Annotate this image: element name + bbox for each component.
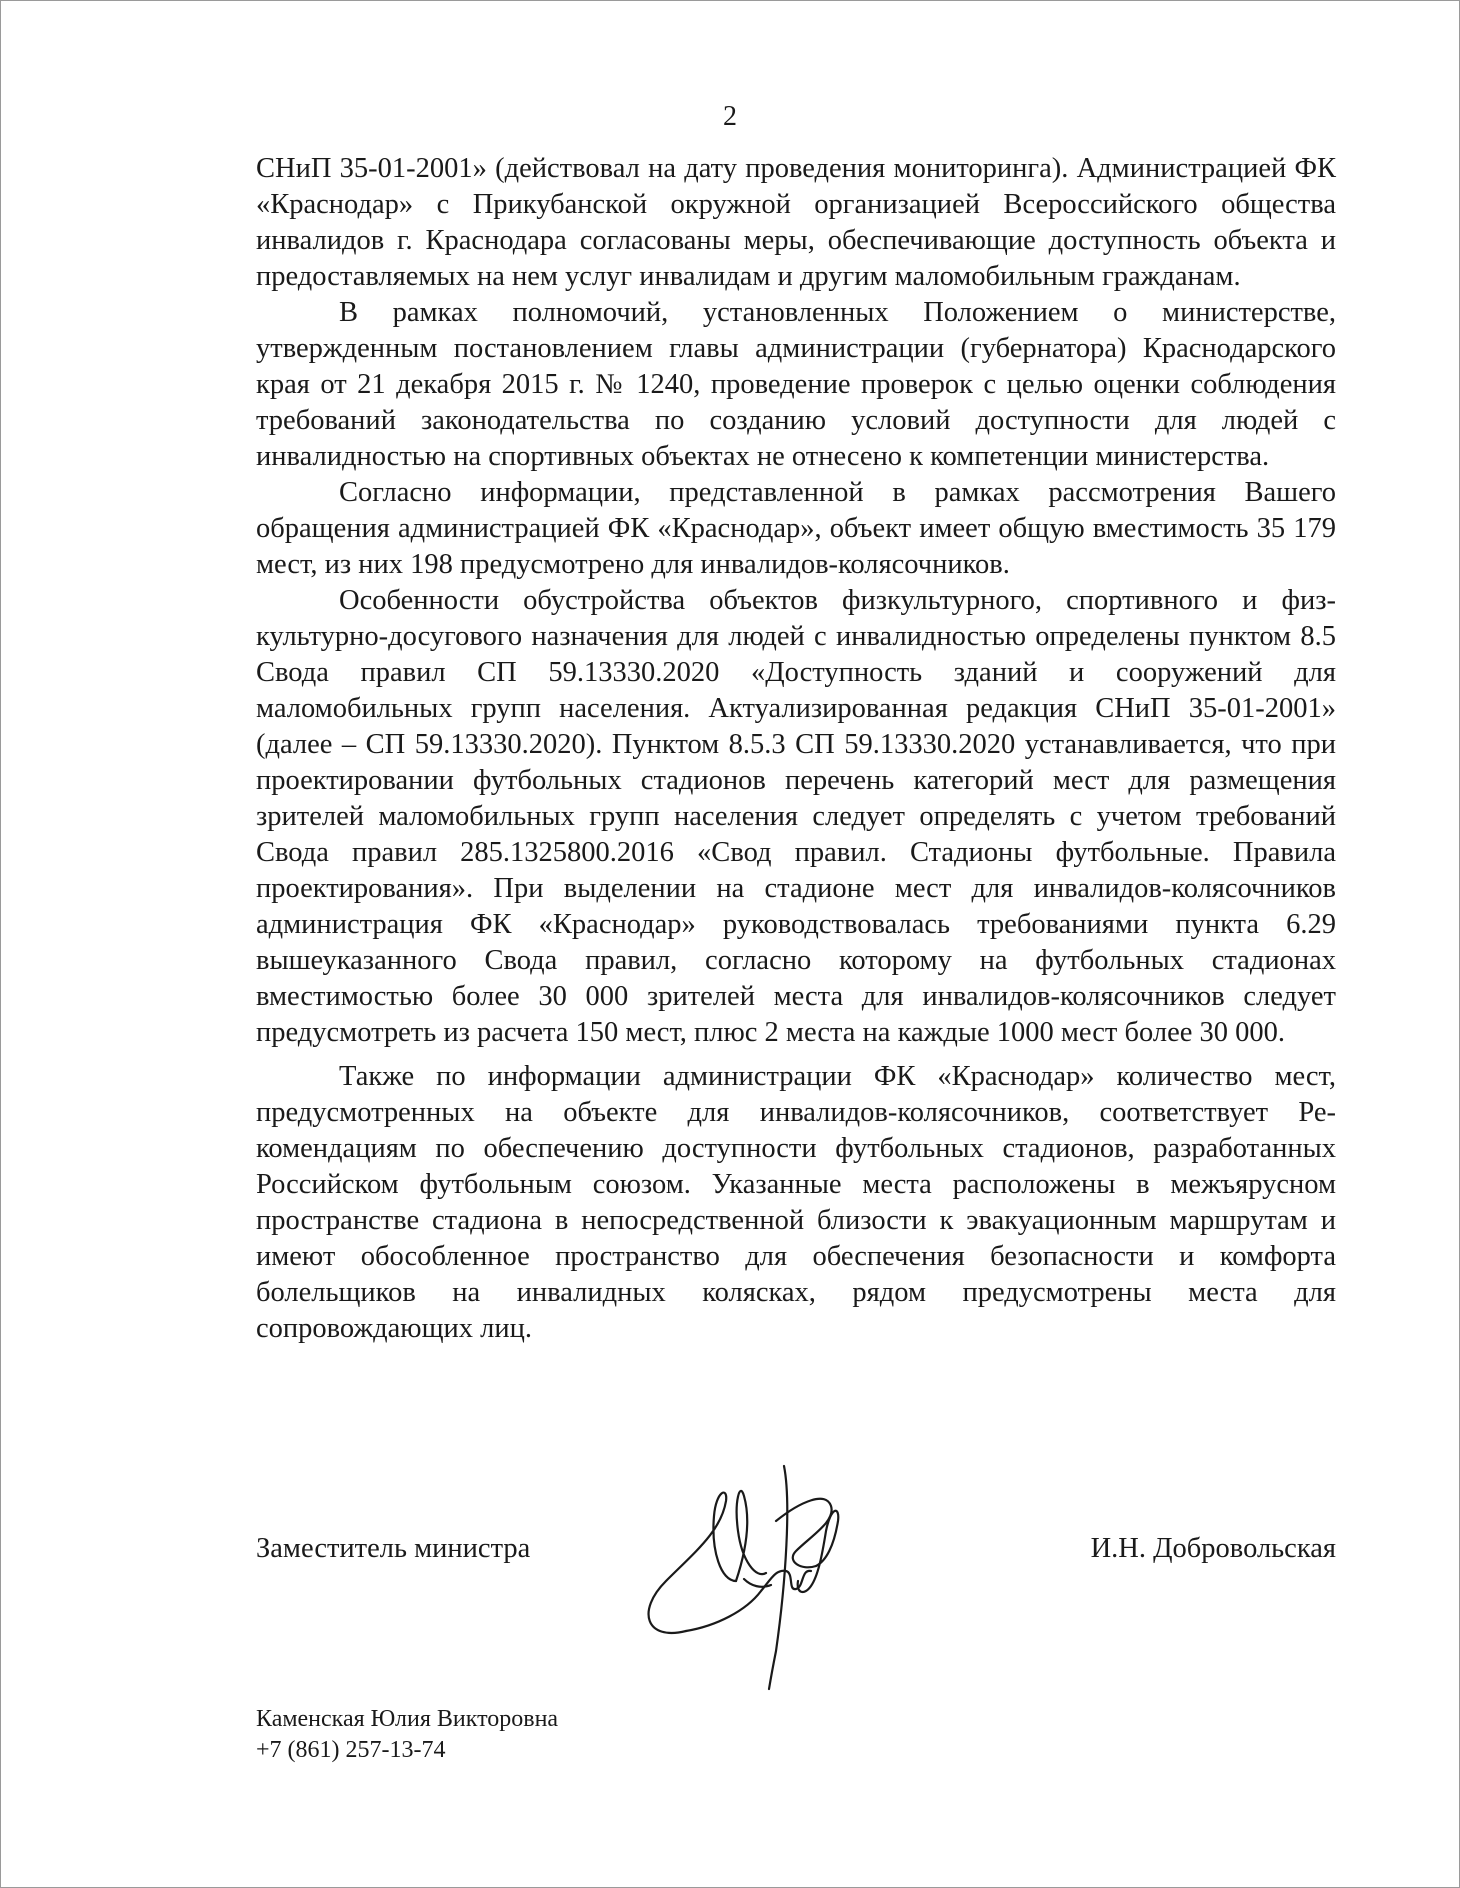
contact-name: Каменская Юлия Викторовна [256, 1706, 559, 1732]
paragraph-recommendations: Также по информации администрации ФК «Краснодар» количество мест, предусмотренных на объекте для инвалидов-колясочников, соответствует Рекомендациям по обеспечению доступности футбольных стадионов, разработанных Российском футбольным союзом. Указанные места расположены в межъярусном пространстве стадиона в непосредственной близости к эвакуационным маршрутам и имеют обособленное пространство для обеспечения безопасности и комфорта болельщиков на инвалидных колясках, рядом предусмотрены места для сопровождающих лиц. [256, 1061, 1336, 1344]
handwritten-signature [626, 1461, 856, 1691]
paragraph-regulations: Особенности обустройства объектов физкультурного, спортивного и физкультурно-досугового назначения для людей с инвалидностью определены пунктом 8.5 Свода правил СП 59.13330.2020 «Доступность зданий и сооружений для маломобильных групп населения. Актуализированная редакция СНиП 35-01-2001» (далее – СП 59.13330.2020). Пунктом 8.5.3 СП 59.13330.2020 устанавливается, что при проектировании футбольных стадионов перечень категорий мест для размещения зрителей маломобильных групп населения следует определять с учетом требований Свода правил 285.1325800.2016 «Свод правил. Стадионы футбольные. Правила проектирования». При выделении на стадионе мест для инвалидов-колясочников администрация ФК «Краснодар» руководствовалась требованиями пункта 6.29 вышеуказанного Свода правил, согласно которому на футбольных стадионах вместимостью более 30 000 зрителей места для инвалидов-колясочников следует предусмотреть из расчета 150 мест, плюс 2 места на каждые 1000 мест более 30 000. [256, 585, 1336, 1048]
contact-phone: +7 (861) 257-13-74 [256, 1737, 446, 1763]
signature-block [256, 1521, 1336, 1661]
signatory-name: И.Н. Добровольская [1090, 1533, 1336, 1564]
paragraph-capacity: Согласно информации, представленной в рамках рассмотрения Вашего обращения администрацией ФК «Краснодар», объект имеет общую вместимость 35 179 мест, из них 198 предусмотрено для инвалидов-колясочников. [256, 477, 1336, 580]
letter-body [256, 151, 1336, 1347]
paragraph-authority: В рамках полномочий, установленных Положением о министерстве, утвержденным постановлением главы администрации (губернатора) Краснодарского края от 21 декабря 2015 г. № 1240, проведение проверок с целью оценки соблюдения требований законодательства по созданию условий доступности для людей с инвалидностью на спортивных объектах не отнесено к компетенции министерства. [256, 297, 1336, 472]
contact-block [256, 1704, 558, 1766]
page-number: 2 [723, 101, 737, 132]
paragraph-continuation: СНиП 35-01-2001» (действовал на дату проведения мониторинга). Администрацией ФК «Краснодар» с Прикубанской окружной организацией Всероссийского общества инвалидов г. Краснодара согласованы меры, обеспечивающие доступность объекта и предоставляемых на нем услуг инвалидам и другим маломобильным гражданам. [256, 153, 1336, 292]
signatory-position: Заместитель министра [256, 1533, 531, 1564]
